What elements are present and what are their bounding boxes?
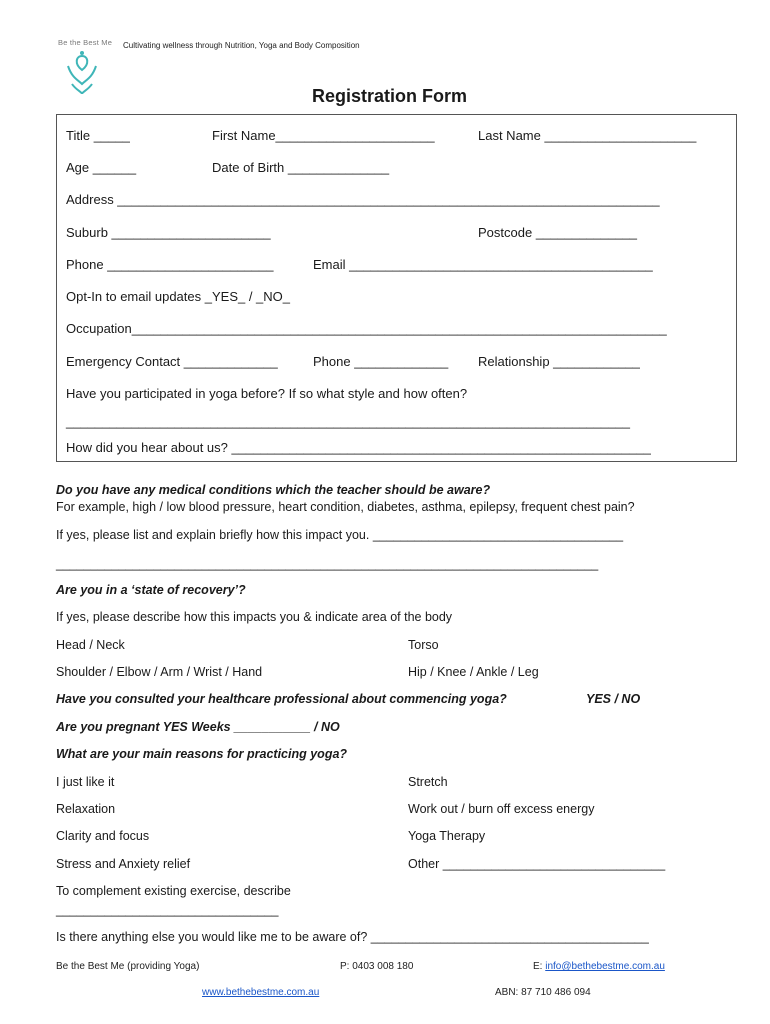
reason-stress[interactable]: Stress and Anxiety relief xyxy=(56,857,191,871)
option-head-neck[interactable]: Head / Neck xyxy=(56,638,125,652)
footer-phone: P: 0403 008 180 xyxy=(340,961,414,972)
anything-else-field[interactable]: Is there anything else you would like me to be aware of? ________________________________________ xyxy=(56,930,649,944)
medical-question: Do you have any medical conditions which the teacher should be aware? xyxy=(56,483,491,497)
reason-complement: To complement existing exercise, describe xyxy=(56,884,291,898)
postcode-field[interactable]: Postcode ______________ xyxy=(478,225,638,240)
consulted-yes-no[interactable]: YES / NO xyxy=(586,692,641,706)
title-field[interactable]: Title _____ xyxy=(66,128,130,143)
medical-ifyes-field[interactable]: If yes, please list and explain briefly how this impact you. ____________________________________ xyxy=(56,528,624,542)
option-torso[interactable]: Torso xyxy=(408,638,439,652)
email-link[interactable]: info@bethebestme.com.au xyxy=(545,961,665,972)
option-hip[interactable]: Hip / Knee / Ankle / Leg xyxy=(408,665,539,679)
yoga-before-answer-line[interactable]: ______________________________________________________________________________ xyxy=(66,414,630,429)
emergency-contact-field[interactable]: Emergency Contact _____________ xyxy=(66,354,278,369)
occupation-field[interactable]: Occupation__________________________________________________________________________ xyxy=(66,321,667,336)
yoga-before-question: Have you participated in yoga before? If so what style and how often? xyxy=(66,386,468,401)
dob-field[interactable]: Date of Birth ______________ xyxy=(212,160,390,175)
footer-abn: ABN: 87 710 486 094 xyxy=(495,987,591,998)
recovery-question: Are you in a ‘state of recovery’? xyxy=(56,583,246,597)
option-shoulder[interactable]: Shoulder / Elbow / Arm / Wrist / Hand xyxy=(56,665,263,679)
medical-answer-line[interactable]: ______________________________________________________________________________ xyxy=(56,557,599,571)
phone-field[interactable]: Phone _______________________ xyxy=(66,257,274,272)
emergency-phone-field[interactable]: Phone _____________ xyxy=(313,354,449,369)
reasons-question: What are your main reasons for practicing yoga? xyxy=(56,747,348,761)
email-field[interactable]: Email __________________________________________ xyxy=(313,257,653,272)
logo-text: Be the Best Me xyxy=(58,38,113,47)
reason-other-field[interactable]: Other ________________________________ xyxy=(408,857,666,871)
reason-like[interactable]: I just like it xyxy=(56,775,115,789)
age-field[interactable]: Age ______ xyxy=(66,160,137,175)
suburb-field[interactable]: Suburb ______________________ xyxy=(66,225,271,240)
last-name-field[interactable]: Last Name _____________________ xyxy=(478,128,697,143)
reason-therapy[interactable]: Yoga Therapy xyxy=(408,829,486,843)
recovery-ifyes: If yes, please describe how this impacts you & indicate area of the body xyxy=(56,610,453,624)
relationship-field[interactable]: Relationship ____________ xyxy=(478,354,640,369)
reason-stretch[interactable]: Stretch xyxy=(408,775,448,789)
tagline: Cultivating wellness through Nutrition, Yoga and Body Composition xyxy=(123,41,360,50)
pregnant-question[interactable]: Are you pregnant YES Weeks ___________ / NO xyxy=(56,720,340,734)
footer-org: Be the Best Me (providing Yoga) xyxy=(56,961,200,972)
consulted-question: Have you consulted your healthcare professional about commencing yoga? xyxy=(56,692,507,706)
address-field[interactable]: Address ___________________________________________________________________________ xyxy=(66,192,660,207)
medical-example: For example, high / low blood pressure, heart condition, diabetes, asthma, epilepsy, frequent chest pain? xyxy=(56,500,635,514)
reason-clarity[interactable]: Clarity and focus xyxy=(56,829,150,843)
reason-workout[interactable]: Work out / burn off excess energy xyxy=(408,802,595,816)
logo-icon xyxy=(62,50,102,96)
footer-email xyxy=(533,961,665,972)
complement-answer-line[interactable]: ________________________________ xyxy=(56,903,279,917)
personal-details-box xyxy=(56,114,737,462)
website-link[interactable]: www.bethebestme.com.au xyxy=(202,987,320,998)
footer-email-prefix: E: xyxy=(533,961,546,972)
reason-relaxation[interactable]: Relaxation xyxy=(56,802,116,816)
hear-about-field[interactable]: How did you hear about us? __________________________________________________________ xyxy=(66,440,651,455)
first-name-field[interactable]: First Name______________________ xyxy=(212,128,435,143)
optin-field[interactable]: Opt-In to email updates _YES_ / _NO_ xyxy=(66,289,291,304)
page-title: Registration Form xyxy=(312,86,468,106)
